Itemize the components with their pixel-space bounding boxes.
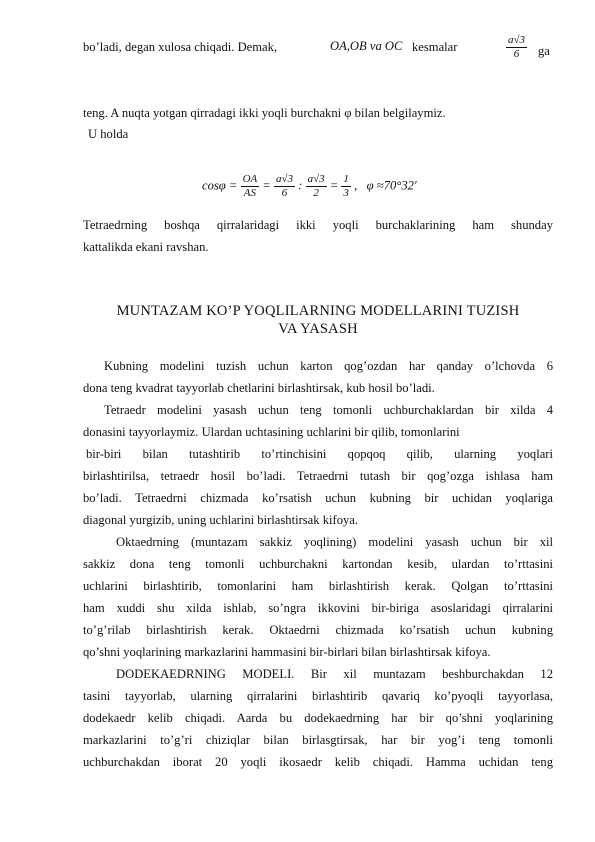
body-line: diagonal yurgizib, uning uchlarini birlashtirsak kifoya. bbox=[83, 513, 359, 527]
body-line: dona teng kvadrat tayyorlab chetlarini birlashtirsak, kub hosil bo’ladi. bbox=[83, 381, 435, 395]
cos-formula: cosφ = $\frac{OA}{AS}$ = $\frac{a√3}{6}$ : $\frac{a√3}{2}$ = $\frac{1}{3}$ , φ ≈70°32′ bbox=[202, 173, 417, 199]
text-line-3: U holda bbox=[88, 127, 129, 141]
body-line: Tetraedr modelini yasash uchun teng tomonli uchburchaklardan bir xilda 4 bbox=[104, 403, 553, 417]
body-line: uchlarini birlashtirib, tomonlarini ham birlashtirish kerak. Qolgan to’rttasini bbox=[83, 579, 553, 593]
text-line-1c: ga bbox=[538, 44, 550, 58]
body-line: qo’shni yoqlarining markazlarini hammasini bir-birlari bilan birlashtirsak kifoya. bbox=[83, 645, 491, 659]
math-frac-a-sqrt3-over-6: $\frac{a√3}{6}$ bbox=[508, 34, 526, 60]
text-line-5: kattalikda ekani ravshan. bbox=[83, 240, 209, 254]
body-line: DODEKAEDRNING MODELI. Bir xil muntazam beshburchakdan 12 bbox=[116, 667, 553, 681]
text-line-1 bbox=[83, 40, 553, 55]
body-line: markazlarini to’g’ri chiziqlar bilan birlasgtirsak, har bir yog’i teng tomonli bbox=[83, 733, 553, 747]
body-line: Oktaedrning (muntazam sakkiz yoqlining) modelini yasash uchun bir xil bbox=[116, 535, 553, 549]
body-line: ham xuddi shu xilda ishlab, so’ngra ikkovini bir-biriga asoslaridagi qirralarini bbox=[83, 601, 553, 615]
body-line: uchburchakdan iborat 20 yoqli ikosaedr kelib chiqadi. Hamma uchidan teng bbox=[83, 755, 553, 769]
section-heading-line-1: MUNTAZAM KO’P YOQLILARNING MODELLARINI TUZISH bbox=[116, 303, 520, 319]
body-line: tasini tayyorlab, ularning qirralarini birlashtirib qavariq ko’pyoqli tayyorlasa, bbox=[83, 689, 553, 703]
body-line: donasini tayyorlaymiz. Ulardan uchtasining uchlarini bir qilib, tomonlarini bbox=[83, 425, 460, 439]
body-line: bir-biri bilan tutashtirib to’rtinchisini qopqoq qilib, ularning yoqlari bbox=[86, 447, 553, 461]
section-heading-line-2: VA YASASH bbox=[278, 321, 358, 337]
body-line: sakkiz dona teng tomonli uchburchakni kartondan kesib, ulardan to’rttasini bbox=[83, 557, 553, 571]
text-line-1b: kesmalar bbox=[412, 40, 458, 54]
math-oa-ob-oc: OA,OB va OC bbox=[330, 39, 403, 53]
text-line-2: teng. A nuqta yotgan qirradagi ikki yoqli burchakni φ bilan belgilaymiz. bbox=[83, 106, 446, 120]
body-line: to’g’rilab birlashtirish kerak. Oktaedrni chizmada ko’rsatish uchun kubning bbox=[83, 623, 553, 637]
body-line: bo’ladi. Tetraedrni chizmada ko’rsatish uchun kubning bir uchidan yoqlariga bbox=[83, 491, 553, 505]
text-line-4: Tetraedrning boshqa qirralaridagi ikki yoqli burchaklarining ham shunday bbox=[83, 218, 553, 232]
text-line-1a: bo’ladi, degan xulosa chiqadi. Demak, bbox=[83, 40, 278, 54]
body-line: birlashtirilsa, tetraedr hosil bo’ladi. Tetraedrni tutash bir qog’ozga ishlasa ham bbox=[83, 469, 553, 483]
body-line: dodekaedr kelib chiqadi. Aarda bu dodekaedrning har bir qo’shni yoqlarining bbox=[83, 711, 553, 725]
body-line: Kubning modelini tuzish uchun karton qog’ozdan har qanday o’lchovda 6 bbox=[104, 359, 553, 373]
